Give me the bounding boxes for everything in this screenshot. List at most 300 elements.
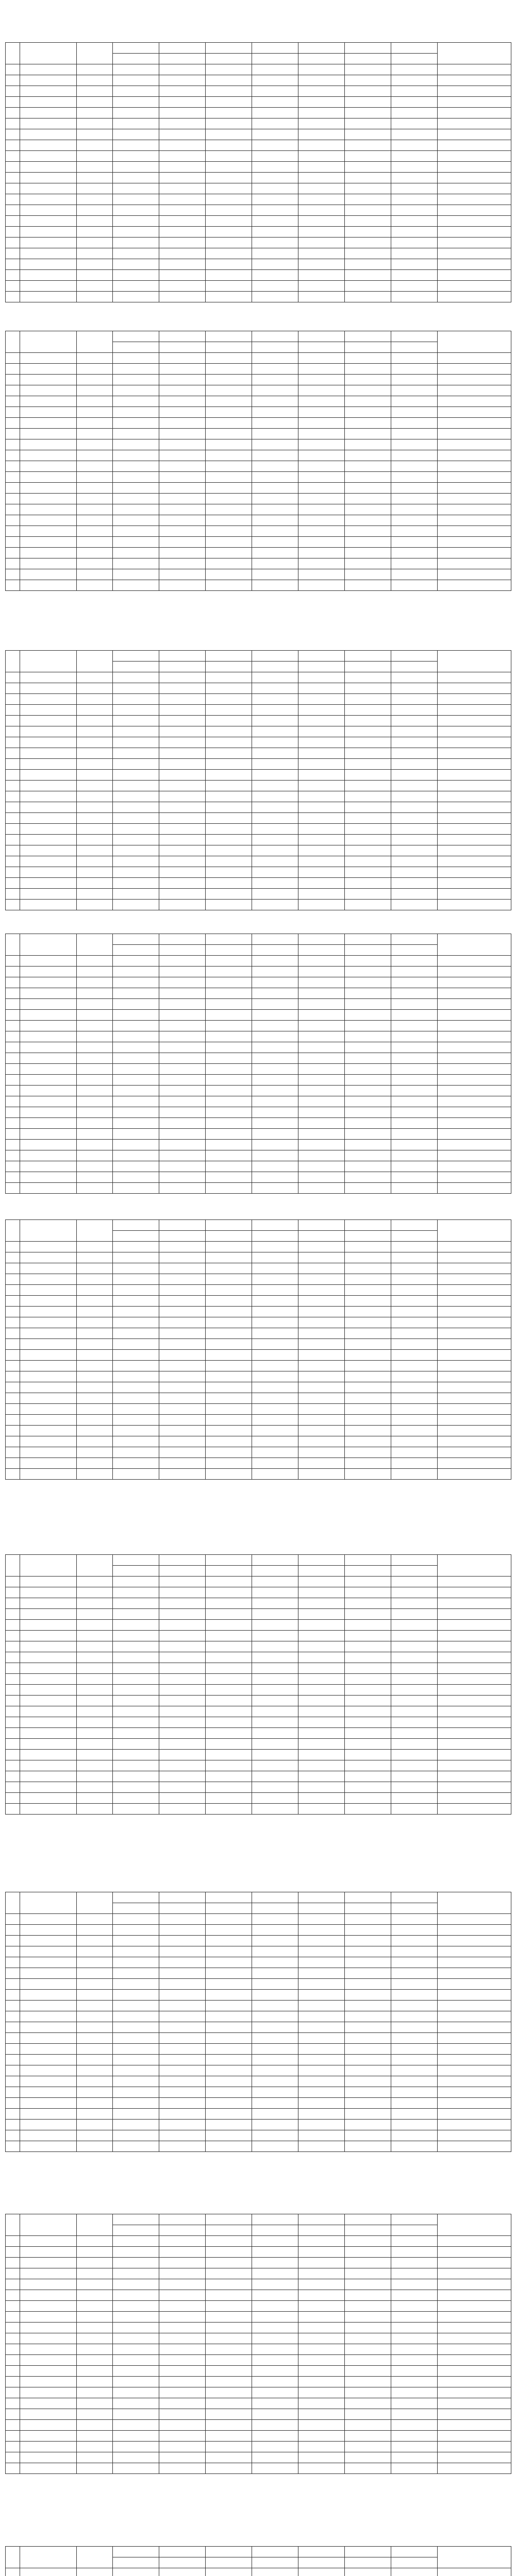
table-row: [6, 2420, 511, 2431]
cell-day: [252, 418, 298, 429]
cell-department: [20, 1350, 77, 1361]
cell-day: [345, 75, 391, 86]
cell-doctor: [77, 1415, 113, 1426]
cell-day: [252, 1750, 298, 1760]
cell-number: [6, 1957, 20, 1968]
cell-day: [113, 2387, 159, 2398]
cell-location: [438, 802, 511, 813]
cell-department: [20, 1771, 77, 1782]
cell-day: [298, 1371, 345, 1382]
cell-doctor: [77, 526, 113, 537]
cell-day: [113, 2130, 159, 2141]
cell-doctor: [77, 2098, 113, 2109]
col-header-number: [6, 1555, 20, 1577]
cell-day: [252, 86, 298, 97]
cell-doctor: [77, 1021, 113, 1031]
cell-day: [298, 270, 345, 281]
cell-day: [391, 1382, 438, 1393]
cell-day: [159, 2312, 206, 2323]
cell-day: [159, 216, 206, 227]
cell-department: [20, 281, 77, 292]
cell-day: [391, 1129, 438, 1140]
cell-department: [20, 1339, 77, 1350]
cell-day: [298, 1706, 345, 1717]
cell-day: [252, 726, 298, 737]
cell-department: [20, 238, 77, 248]
clinic-hours: [0, 1876, 516, 1890]
cell-day: [345, 1696, 391, 1706]
cell-department: [20, 2463, 77, 2474]
cell-day: [252, 64, 298, 75]
col-header-location: [438, 934, 511, 956]
cell-day: [159, 2236, 206, 2247]
table-row: [6, 2001, 511, 2011]
cell-day: [345, 1064, 391, 1075]
cell-day: [391, 1010, 438, 1021]
col-header-weekday: [206, 342, 252, 353]
cell-number: [6, 1782, 20, 1793]
cell-number: [6, 569, 20, 580]
col-header-doctor: [77, 651, 113, 672]
cell-day: [206, 2355, 252, 2366]
cell-day: [298, 385, 345, 396]
cell-location: [438, 2312, 511, 2323]
table-row: [6, 1350, 511, 1361]
cell-number: [6, 956, 20, 967]
cell-day: [206, 1990, 252, 2001]
cell-day: [252, 2420, 298, 2431]
table-row: [6, 1631, 511, 1641]
cell-doctor: [77, 216, 113, 227]
cell-doctor: [77, 1307, 113, 1317]
cell-day: [345, 1458, 391, 1469]
cell-day: [206, 2323, 252, 2333]
cell-day: [159, 439, 206, 450]
cell-location: [438, 781, 511, 791]
cell-day: [298, 813, 345, 824]
cell-day: [252, 558, 298, 569]
cell-department: [20, 75, 77, 86]
cell-day: [298, 2098, 345, 2109]
cell-day: [298, 216, 345, 227]
cell-day: [252, 1804, 298, 1815]
table-row: [6, 2055, 511, 2065]
table-row: [6, 2022, 511, 2033]
cell-day: [345, 683, 391, 694]
cell-day: [159, 1307, 206, 1317]
cell-doctor: [77, 1339, 113, 1350]
cell-location: [438, 2001, 511, 2011]
col-header-location: [438, 331, 511, 353]
cell-day: [298, 824, 345, 835]
cell-day: [345, 580, 391, 591]
cell-number: [6, 151, 20, 162]
cell-day: [391, 2301, 438, 2312]
cell-day: [345, 2055, 391, 2065]
cell-day: [206, 108, 252, 118]
cell-doctor: [77, 1317, 113, 1328]
cell-day: [298, 1717, 345, 1728]
col-header-weekday: [252, 662, 298, 672]
cell-day: [159, 1717, 206, 1728]
cell-location: [438, 2033, 511, 2044]
cell-day: [252, 1415, 298, 1426]
col-header-date: [206, 2214, 252, 2225]
cell-day: [252, 672, 298, 683]
cell-department: [20, 748, 77, 759]
cell-number: [6, 1771, 20, 1782]
cell-doctor: [77, 1706, 113, 1717]
cell-department: [20, 1086, 77, 1096]
cell-day: [206, 2398, 252, 2409]
cell-day: [298, 1914, 345, 1925]
cell-day: [159, 2333, 206, 2344]
cell-day: [391, 1404, 438, 1415]
cell-department: [20, 227, 77, 238]
cell-location: [438, 118, 511, 129]
cell-day: [345, 429, 391, 439]
cell-number: [6, 2141, 20, 2152]
table-row: [6, 1140, 511, 1150]
cell-day: [113, 1674, 159, 1685]
table-row: [6, 1263, 511, 1274]
col-header-weekday: [345, 1903, 391, 1914]
cell-location: [438, 558, 511, 569]
col-header-weekday: [391, 1231, 438, 1242]
cell-day: [252, 1587, 298, 1598]
cell-number: [6, 580, 20, 591]
cell-day: [206, 1296, 252, 1307]
table-row: [6, 867, 511, 878]
cell-day: [159, 558, 206, 569]
cell-day: [159, 2398, 206, 2409]
cell-day: [206, 2236, 252, 2247]
cell-day: [298, 2409, 345, 2420]
cell-number: [6, 2344, 20, 2355]
cell-department: [20, 2001, 77, 2011]
cell-day: [298, 526, 345, 537]
cell-location: [438, 835, 511, 845]
cell-department: [20, 1031, 77, 1042]
cell-department: [20, 1436, 77, 1447]
cell-location: [438, 2463, 511, 2474]
col-header-date: [298, 331, 345, 342]
cell-day: [206, 1652, 252, 1663]
cell-number: [6, 537, 20, 548]
table-row: [6, 1021, 511, 1031]
cell-day: [391, 1328, 438, 1339]
cell-day: [159, 672, 206, 683]
cell-department: [20, 824, 77, 835]
cell-day: [206, 2065, 252, 2076]
table-row: [6, 1296, 511, 1307]
cell-department: [20, 1361, 77, 1371]
cell-day: [345, 1296, 391, 1307]
cell-department: [20, 2011, 77, 2022]
table-row: [6, 1577, 511, 1587]
col-header-weekday: [113, 54, 159, 64]
cell-day: [206, 791, 252, 802]
cell-day: [252, 1328, 298, 1339]
cell-doctor: [77, 1031, 113, 1042]
cell-location: [438, 2366, 511, 2377]
cell-day: [252, 2398, 298, 2409]
cell-location: [438, 748, 511, 759]
cell-day: [206, 140, 252, 151]
cell-day: [391, 1631, 438, 1641]
cell-day: [252, 2076, 298, 2087]
cell-day: [113, 1641, 159, 1652]
table-row: [6, 1914, 511, 1925]
cell-day: [206, 216, 252, 227]
cell-location: [438, 1979, 511, 1990]
col-header-weekday: [298, 945, 345, 956]
cell-day: [113, 2098, 159, 2109]
page-title: [0, 1853, 516, 1875]
cell-day: [391, 999, 438, 1010]
cell-department: [20, 1161, 77, 1172]
cell-doctor: [77, 2431, 113, 2442]
cell-day: [391, 2130, 438, 2141]
table-row: [6, 672, 511, 683]
cell-doctor: [77, 173, 113, 183]
cell-department: [20, 2355, 77, 2366]
cell-day: [298, 227, 345, 238]
cell-day: [252, 2377, 298, 2387]
cell-department: [20, 407, 77, 418]
cell-day: [159, 2442, 206, 2452]
cell-day: [391, 118, 438, 129]
col-header-doctor: [77, 1220, 113, 1242]
cell-day: [206, 1382, 252, 1393]
cell-number: [6, 1641, 20, 1652]
cell-day: [113, 1415, 159, 1426]
cell-day: [391, 2387, 438, 2398]
cell-day: [159, 1782, 206, 1793]
cell-day: [113, 716, 159, 726]
table-row: [6, 1053, 511, 1064]
cell-location: [438, 1674, 511, 1685]
cell-day: [252, 1696, 298, 1706]
cell-number: [6, 1458, 20, 1469]
cell-day: [345, 1010, 391, 1021]
cell-day: [391, 1685, 438, 1696]
cell-day: [113, 845, 159, 856]
col-header-weekday: [345, 662, 391, 672]
cell-day: [159, 2377, 206, 2387]
cell-day: [345, 2087, 391, 2098]
table-row: [6, 878, 511, 889]
table-row: [6, 683, 511, 694]
cell-number: [6, 1760, 20, 1771]
cell-day: [345, 1631, 391, 1641]
cell-day: [159, 1274, 206, 1285]
cell-day: [298, 1925, 345, 1936]
table-row: [6, 2431, 511, 2442]
cell-number: [6, 86, 20, 97]
col-header-date: [252, 934, 298, 945]
cell-department: [20, 1760, 77, 1771]
table-row: [6, 375, 511, 385]
col-header-weekday: [345, 54, 391, 64]
cell-number: [6, 770, 20, 781]
cell-day: [345, 1652, 391, 1663]
cell-number: [6, 845, 20, 856]
col-header-location: [438, 43, 511, 64]
cell-day: [345, 407, 391, 418]
cell-day: [159, 259, 206, 270]
cell-day: [113, 558, 159, 569]
cell-day: [113, 1296, 159, 1307]
cell-day: [391, 2323, 438, 2333]
cell-day: [298, 2568, 345, 2576]
col-header-location: [438, 1220, 511, 1242]
cell-doctor: [77, 1685, 113, 1696]
cell-department: [20, 1968, 77, 1979]
cell-day: [113, 205, 159, 216]
cell-day: [159, 526, 206, 537]
col-header-date: [113, 651, 159, 662]
col-header-weekday: [391, 1903, 438, 1914]
cell-number: [6, 2279, 20, 2290]
cell-day: [159, 1371, 206, 1382]
cell-day: [206, 2001, 252, 2011]
cell-number: [6, 1129, 20, 1140]
cell-day: [298, 1804, 345, 1815]
cell-day: [159, 1771, 206, 1782]
cell-day: [345, 194, 391, 205]
cell-day: [345, 385, 391, 396]
cell-day: [298, 2452, 345, 2463]
cell-day: [298, 2377, 345, 2387]
cell-doctor: [77, 1086, 113, 1096]
cell-doctor: [77, 1150, 113, 1161]
cell-doctor: [77, 2033, 113, 2044]
cell-day: [298, 1064, 345, 1075]
cell-day: [159, 845, 206, 856]
col-header-date: [252, 2214, 298, 2225]
cell-day: [159, 2098, 206, 2109]
cell-location: [438, 129, 511, 140]
cell-location: [438, 1469, 511, 1480]
col-header-weekday: [252, 342, 298, 353]
cell-day: [391, 259, 438, 270]
cell-day: [345, 737, 391, 748]
table-row: [6, 726, 511, 737]
cell-day: [206, 1064, 252, 1075]
cell-day: [298, 2109, 345, 2120]
table-row: [6, 1010, 511, 1021]
table-row: [6, 1285, 511, 1296]
cell-location: [438, 999, 511, 1010]
col-header-location: [438, 1892, 511, 1914]
cell-location: [438, 1053, 511, 1064]
cell-location: [438, 1458, 511, 1469]
cell-department: [20, 375, 77, 385]
cell-doctor: [77, 1914, 113, 1925]
cell-location: [438, 429, 511, 439]
table-row: [6, 1339, 511, 1350]
cell-day: [159, 770, 206, 781]
cell-day: [391, 835, 438, 845]
table-row: [6, 1317, 511, 1328]
cell-day: [345, 1685, 391, 1696]
cell-day: [391, 1990, 438, 2001]
cell-day: [113, 140, 159, 151]
cell-day: [298, 988, 345, 999]
cell-day: [345, 1350, 391, 1361]
page-title: [0, 292, 516, 314]
cell-day: [298, 2420, 345, 2431]
cell-doctor: [77, 1042, 113, 1053]
table-row: [6, 2344, 511, 2355]
cell-day: [159, 140, 206, 151]
cell-department: [20, 1728, 77, 1739]
cell-day: [113, 2141, 159, 2152]
cell-location: [438, 1925, 511, 1936]
cell-day: [113, 1150, 159, 1161]
col-header-weekday: [298, 1903, 345, 1914]
cell-location: [438, 1631, 511, 1641]
cell-day: [206, 1631, 252, 1641]
cell-day: [113, 238, 159, 248]
cell-day: [159, 461, 206, 472]
cell-day: [298, 1631, 345, 1641]
cell-day: [252, 2044, 298, 2055]
cell-day: [345, 281, 391, 292]
cell-day: [345, 2011, 391, 2022]
cell-department: [20, 1925, 77, 1936]
cell-location: [438, 483, 511, 494]
cell-day: [252, 1598, 298, 1609]
cell-day: [345, 672, 391, 683]
cell-location: [438, 1107, 511, 1118]
cell-day: [206, 86, 252, 97]
cell-department: [20, 2130, 77, 2141]
col-header-weekday: [345, 342, 391, 353]
col-header-weekday: [391, 1566, 438, 1577]
cell-day: [159, 86, 206, 97]
cell-location: [438, 2452, 511, 2463]
cell-day: [391, 2247, 438, 2258]
cell-day: [345, 2065, 391, 2076]
cell-day: [206, 1161, 252, 1172]
cell-day: [159, 1609, 206, 1620]
cell-doctor: [77, 2366, 113, 2377]
cell-day: [345, 97, 391, 108]
cell-day: [391, 205, 438, 216]
schedule-table: [5, 1219, 511, 1480]
cell-day: [298, 1242, 345, 1252]
cell-number: [6, 1075, 20, 1086]
cell-day: [206, 439, 252, 450]
cell-day: [298, 2355, 345, 2366]
cell-day: [113, 216, 159, 227]
col-header-weekday: [252, 2225, 298, 2236]
cell-day: [298, 1436, 345, 1447]
cell-day: [113, 2065, 159, 2076]
col-header-date: [391, 43, 438, 54]
col-header-weekday: [298, 1231, 345, 1242]
cell-department: [20, 515, 77, 526]
cell-day: [113, 2247, 159, 2258]
cell-number: [6, 705, 20, 716]
cell-day: [345, 1021, 391, 1031]
cell-day: [391, 1598, 438, 1609]
cell-day: [252, 1469, 298, 1480]
cell-day: [113, 548, 159, 558]
cell-day: [159, 2452, 206, 2463]
